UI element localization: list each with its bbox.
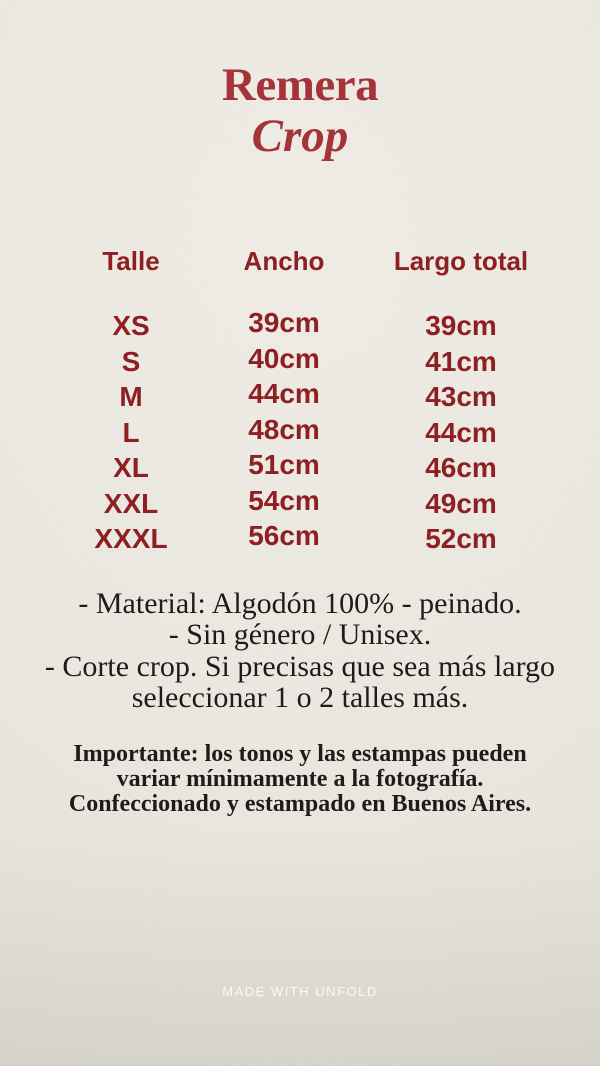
table-row xyxy=(53,450,563,486)
table-header-row xyxy=(53,244,563,278)
table-body xyxy=(53,308,563,557)
table-row xyxy=(53,521,563,557)
size-table xyxy=(53,244,563,557)
size-cell: XS xyxy=(112,310,150,341)
width-cell: 51cm xyxy=(248,449,320,480)
notice-tones: Importante: los tonos y las estampas pueden variar mínimamente a la fotografía. xyxy=(73,740,527,792)
length-cell: 46cm xyxy=(425,452,497,483)
table-row xyxy=(53,308,563,344)
width-cell: 54cm xyxy=(248,484,320,516)
column-header-ancho: Ancho xyxy=(243,246,325,276)
width-cell: 44cm xyxy=(248,378,320,409)
table-row xyxy=(53,379,563,415)
width-cell: 40cm xyxy=(248,342,320,374)
size-cell: XL xyxy=(113,452,149,483)
table-row xyxy=(53,415,563,451)
detail-material: - Material: Algodón 100% - peinado. xyxy=(78,586,522,620)
width-cell: 56cm xyxy=(248,520,320,551)
width-cell: 39cm xyxy=(248,307,320,338)
table-row xyxy=(53,344,563,380)
size-cell: XXL xyxy=(103,487,159,519)
size-cell: S xyxy=(121,345,141,377)
size-cell: XXXL xyxy=(94,523,168,554)
page-subtitle: Crop xyxy=(251,110,349,162)
notice-made-in: Confeccionado y estampado en Buenos Aires. xyxy=(68,791,532,818)
width-cell: 48cm xyxy=(248,413,320,445)
column-header-talle: Talle xyxy=(102,246,160,276)
detail-unisex: - Sin género / Unisex. xyxy=(168,618,432,651)
length-cell: 49cm xyxy=(425,487,497,519)
length-cell: 52cm xyxy=(425,523,497,554)
length-cell: 41cm xyxy=(425,345,497,377)
length-cell: 44cm xyxy=(425,416,497,448)
important-notice xyxy=(50,742,550,818)
length-cell: 39cm xyxy=(425,310,497,341)
unfold-watermark: MADE WITH UNFOLD xyxy=(222,984,378,999)
column-header-largo-total: Largo total xyxy=(393,246,529,276)
detail-corte: - Corte crop. Si precisas que sea más largo seleccionar 1 o 2 talles más. xyxy=(44,649,556,714)
page-title: Remera xyxy=(221,59,379,111)
product-details xyxy=(40,588,560,714)
length-cell: 43cm xyxy=(425,381,497,412)
size-cell: M xyxy=(119,381,143,412)
table-row xyxy=(53,486,563,522)
size-cell: L xyxy=(122,416,140,448)
header xyxy=(0,0,600,160)
